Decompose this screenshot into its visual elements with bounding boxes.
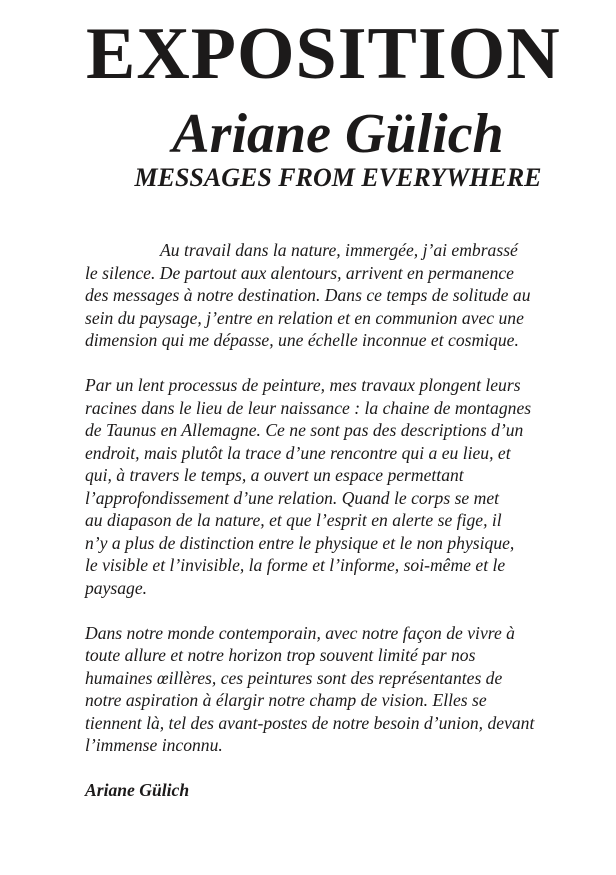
paragraph-line: n’y a plus de distinction entre le physique et le non physique, — [85, 532, 515, 553]
paragraph-line: le visible et l’invisible, la forme et l’informe, soi-même et le — [85, 555, 506, 575]
paragraph-line: au diapason de la nature, et que l’esprit en alerte se fige, il — [85, 510, 502, 530]
paragraph-line: notre aspiration à élargir notre champ de vision. Elles se — [85, 690, 487, 710]
paragraph-line: sein du paysage, j’entre en relation et en communion avec une — [85, 307, 524, 328]
paragraph-line: des messages à notre destination. Dans ce temps de solitude au — [85, 285, 531, 305]
paragraph-line: endroit, mais plutôt la trace d’une rencontre qui a eu lieu, et — [85, 442, 511, 463]
statement-paragraph-3 — [85, 622, 575, 757]
paragraph-line: paysage. — [85, 577, 148, 598]
paragraph-line: Par un lent processus de peinture, mes travaux plongent leurs — [85, 375, 521, 395]
statement-paragraph-1 — [85, 239, 575, 352]
paragraph-line: toute allure et notre horizon trop souvent limité par nos — [85, 645, 476, 665]
artist-name-heading: Ariane Gülich — [172, 103, 504, 165]
paragraph-line: l’immense inconnu. — [85, 735, 223, 755]
paragraph-line: de Taunus en Allemagne. Ce ne sont pas des descriptions d’un — [85, 420, 524, 440]
paragraph-line: l’approfondissement d’une relation. Quand le corps se met — [85, 487, 500, 508]
paragraph-line: qui, à travers le temps, a ouvert un espace permettant — [85, 465, 464, 485]
paragraph-line: humaines œillères, ces peintures sont des représentantes de — [85, 667, 503, 688]
statement-paragraph-2 — [85, 374, 575, 599]
signature: Ariane Gülich — [85, 780, 190, 800]
artist-statement — [85, 239, 575, 802]
paragraph-line: tiennent là, tel des avant-postes de notre besoin d’union, devant — [85, 712, 535, 733]
paragraph-line: dimension qui me dépasse, une échelle inconnue et cosmique. — [85, 330, 519, 350]
exposition-title: EXPOSITION — [86, 13, 561, 95]
paragraph-line: Dans notre monde contemporain, avec notre façon de vivre à — [85, 622, 515, 643]
exhibition-subtitle: MESSAGES FROM EVERYWHERE — [134, 163, 542, 192]
paragraph-line: racines dans le lieu de leur naissance : la chaine de montagnes — [85, 397, 532, 418]
paragraph-line: Au travail dans la nature, immergée, j’ai embrassé — [160, 240, 518, 260]
paragraph-line: le silence. De partout aux alentours, arrivent en permanence — [85, 262, 514, 283]
